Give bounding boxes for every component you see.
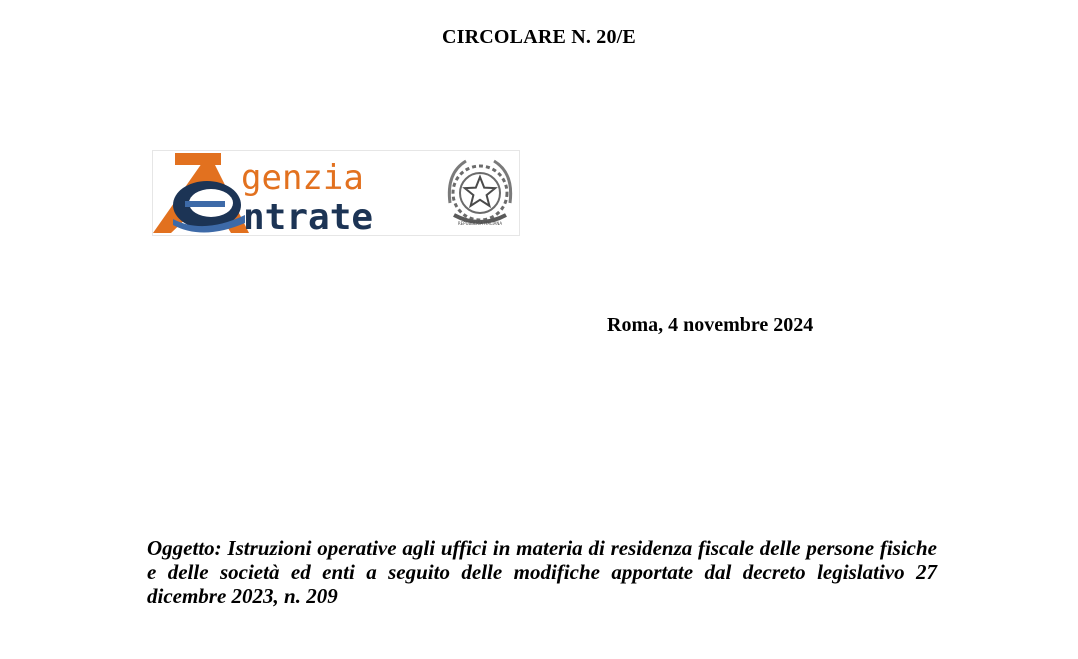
document-subject: Oggetto: Istruzioni operative agli uffici in materia di residenza fiscale delle persone fisiche e delle società ed enti a seguito delle modifiche apportate dal decreto legislativo 27 dicembre 2023, n. 209 [147, 536, 937, 608]
emblem-text: REPUBBLICA ITALIANA [457, 221, 503, 226]
italian-emblem-icon [444, 157, 516, 229]
logo-word-bottom: ntrate [243, 197, 374, 235]
logo-word-top: genzia [241, 158, 364, 198]
circular-number: CIRCOLARE N. 20/E [442, 26, 636, 48]
agenzia-entrate-logo [152, 150, 520, 236]
document-date: Roma, 4 novembre 2024 [607, 314, 814, 336]
logo-a-bar [175, 153, 221, 165]
